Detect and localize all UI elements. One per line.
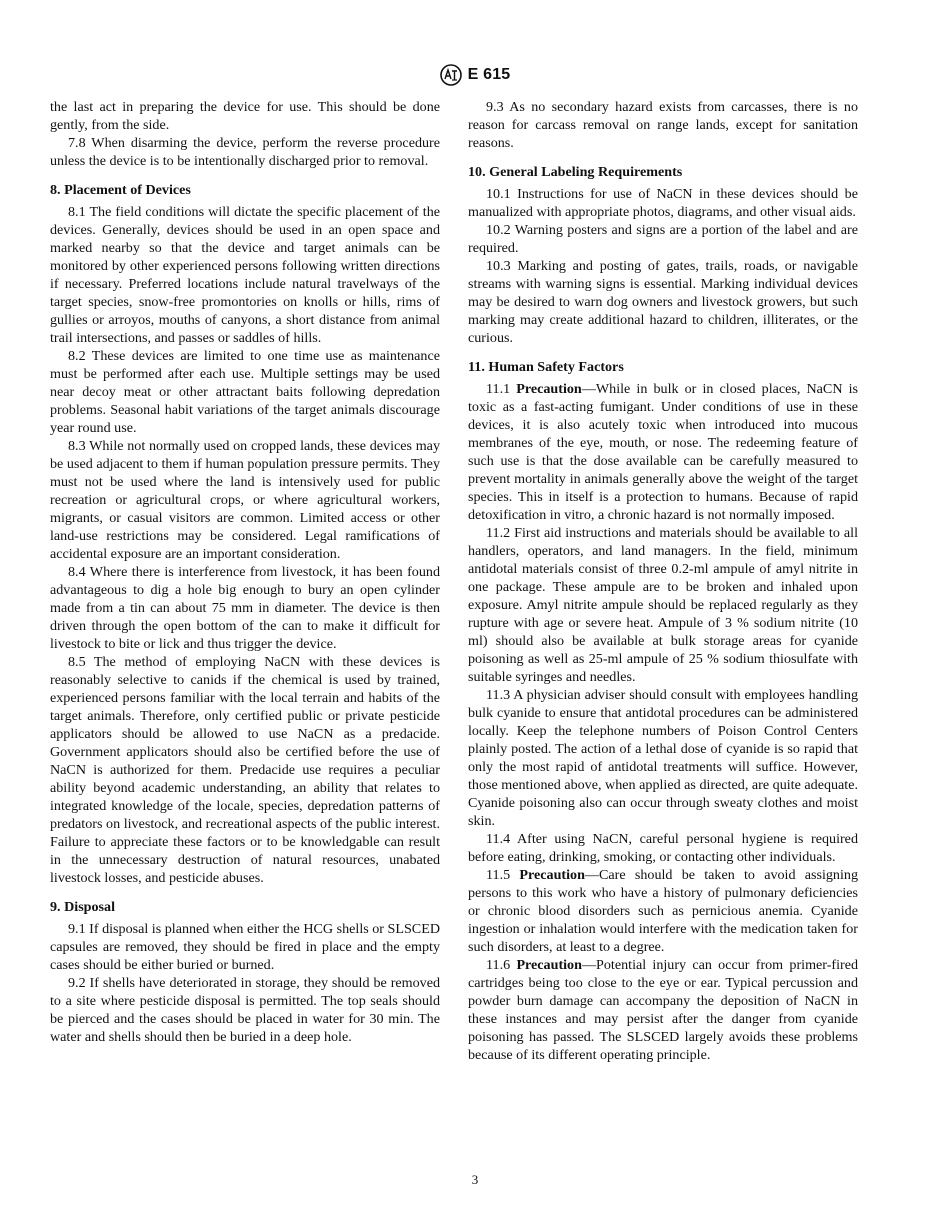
- paragraph-9-1: 9.1 If disposal is planned when either the HCG shells or SLSCED capsules are removed, they should be fired in place and the empty cases should be either buried or burned.: [50, 921, 440, 973]
- paragraph-11-4: 11.4 After using NaCN, careful personal hygiene is required before eating, drinking, smoking, or contacting other individuals.: [468, 831, 858, 865]
- paragraph-8-2: 8.2 These devices are limited to one time use as maintenance must be performed after each use. Multiple settings may be used near decoy meat or other attractant baits following depredation problems. Seasonal habit variations of the target animals discourage year round use.: [50, 348, 440, 436]
- paragraph-text: —Potential injury can occur from primer-fired cartridges being too close to the eye or ear. Typical percussion and powder burn damage can accompany the deposition of NaCN in these instances and may persist after the danger from cyanide poisoning has passed. The SLSCED largely avoids these problems because of its different operating principle.: [468, 957, 858, 1063]
- precaution-label: Precaution: [516, 381, 582, 397]
- page-header: [0, 64, 950, 86]
- paragraph-11-2: 11.2 First aid instructions and materials should be available to all handlers, operators, and land managers. In the field, minimum antidotal materials consist of three 0.2-ml ampule of amyl nitrite in one package. These ampule are to be broken and inhaled upon exposure. Amyl nitrite ampule should be replaced regularly as they rupture with age or severe heat. Ampule of 3 % sodium nitrite (10 ml) should also be available at bulk storage areas for cyanide poisoning as well as 25-ml ampule of 25 % sodium thiosulfate with suitable syringes and needles.: [468, 525, 858, 685]
- section-heading-8: 8. Placement of Devices: [50, 182, 191, 198]
- paragraph-11-3: 11.3 A physician adviser should consult with employees handling bulk cyanide to ensure that antidotal procedures can be administered locally. Keep the telephone numbers of Poison Control Centers plainly posted. The action of a lethal dose of cyanide is so rapid that only the most rapid of antidotal treatments will suffice. However, those mentioned above, when applied as directed, are quite adequate. Cyanide poisoning also can occur through sweaty clothes and moist skin.: [468, 687, 858, 829]
- paragraph-8-1: 8.1 The field conditions will dictate the specific placement of the devices. Generally, devices should be used in an open space and marked nearby so that the device and target animals can be monitored by other experienced persons following written directions if necessary. Preferred locations include natural travelways of the target species, snow-free promontories on knolls or hills, rims of gullies or arroyos, mouths of canyons, a short distance from animal trail intersections, and passes or saddles of hills.: [50, 204, 440, 346]
- paragraph-number: 11.6: [486, 957, 511, 973]
- page-number: 3: [471, 1172, 479, 1187]
- paragraph-11-5: [468, 866, 858, 956]
- paragraph-11-1: [468, 380, 858, 524]
- paragraph-9-3: 9.3 As no secondary hazard exists from carcasses, there is no reason for carcass removal on range lands, except for sanitation reasons.: [468, 99, 858, 151]
- paragraph-9-2: 9.2 If shells have deteriorated in storage, they should be removed to a site where pesticide disposal is permitted. The top seals should be pierced and the cases should be placed in water for 30 min. The water and shells should then be buried in a deep hole.: [50, 975, 440, 1045]
- paragraph-text: —While in bulk or in closed places, NaCN is toxic as a fast-acting fumigant. Under conditions of use in these devices, it is also acutely toxic when introduced into mucous membranes of the eye, mouth, or nose. The redeeming feature of such use is that the dose available can be carefully measured to prevent mortality in animals generally above the weight of the target species. This in itself is a protection to humans. Because of rapid detoxification in vitro, a chronic hazard is not normally imposed.: [468, 381, 858, 523]
- astm-logo-icon: [440, 64, 462, 86]
- paragraph-number: 11.1: [486, 381, 511, 397]
- paragraph-10-1: 10.1 Instructions for use of NaCN in these devices should be manualized with appropriate photos, diagrams, and other visual aids.: [468, 186, 858, 220]
- paragraph-8-5: 8.5 The method of employing NaCN with these devices is reasonably selective to canids if the chemical is used by trained, experienced persons familiar with the local terrain and habits of the target animals. Therefore, only certified public or private pesticide applicators should be allowed to use NaCN as a predacide. Government applicators should also be certified before the use of NaCN is authorized for them. Predacide use requires a peculiar ability beyond academic understanding, an ability that relates to integrated knowledge of the locale, species, depredation patterns of predators on livestock, and recreational aspects of the public interest. Failure to appreciate these factors or to be knowledgable can result in the unnecessary destruction of natural resources, unabated livestock losses, and pesticide abuses.: [50, 654, 440, 886]
- precaution-label: Precaution: [519, 867, 585, 883]
- paragraph-text: —Care should be taken to avoid assigning persons to this work who have a history of pulmonary deficiencies or chronic blood disorders such as pernicious anemia. Cyanide ingestion or inhalation would interfere with the medication taken for such disorders, at least to a degree.: [468, 867, 858, 955]
- paragraph-10-2: 10.2 Warning posters and signs are a portion of the label and are required.: [468, 222, 858, 256]
- paragraph-10-3: 10.3 Marking and posting of gates, trails, roads, or navigable streams with warning signs is essential. Marking individual devices may be desired to warn dog owners and livestock growers, but such marking may create additional hazard to children, illiterates, or the curious.: [468, 258, 858, 346]
- paragraph-8-3: 8.3 While not normally used on cropped lands, these devices may be used adjacent to them if human population pressure permits. They must not be used where the land is intensively used for public recreation or agricultural crops, or where agricultural workers, migrants, or casual visitors are common. Limited access or other land-use restrictions may be considered. Legal ramifications of accidental exposure are an important consideration.: [50, 438, 440, 562]
- left-column: [50, 98, 440, 1046]
- section-heading-9: 9. Disposal: [50, 899, 116, 915]
- right-column: [468, 98, 858, 1064]
- section-heading-11: 11. Human Safety Factors: [468, 359, 624, 375]
- standard-designation: E 615: [467, 66, 511, 83]
- section-heading-10: 10. General Labeling Requirements: [468, 164, 683, 180]
- paragraph-11-6: [468, 956, 858, 1064]
- paragraph-continued: the last act in preparing the device for use. This should be done gently, from the side.: [50, 99, 440, 133]
- paragraph-number: 11.5: [486, 867, 511, 883]
- precaution-label: Precaution: [516, 957, 582, 973]
- paragraph-7-8: 7.8 When disarming the device, perform the reverse procedure unless the device is to be intentionally discharged prior to removal.: [50, 135, 440, 169]
- paragraph-8-4: 8.4 Where there is interference from livestock, it has been found advantageous to dig a hole big enough to bury an open cylinder made from a tin can about 75 mm in diameter. The device is then driven through the open bottom of the can to make it difficult for livestock to bite or lick and thus trigger the device.: [50, 564, 440, 652]
